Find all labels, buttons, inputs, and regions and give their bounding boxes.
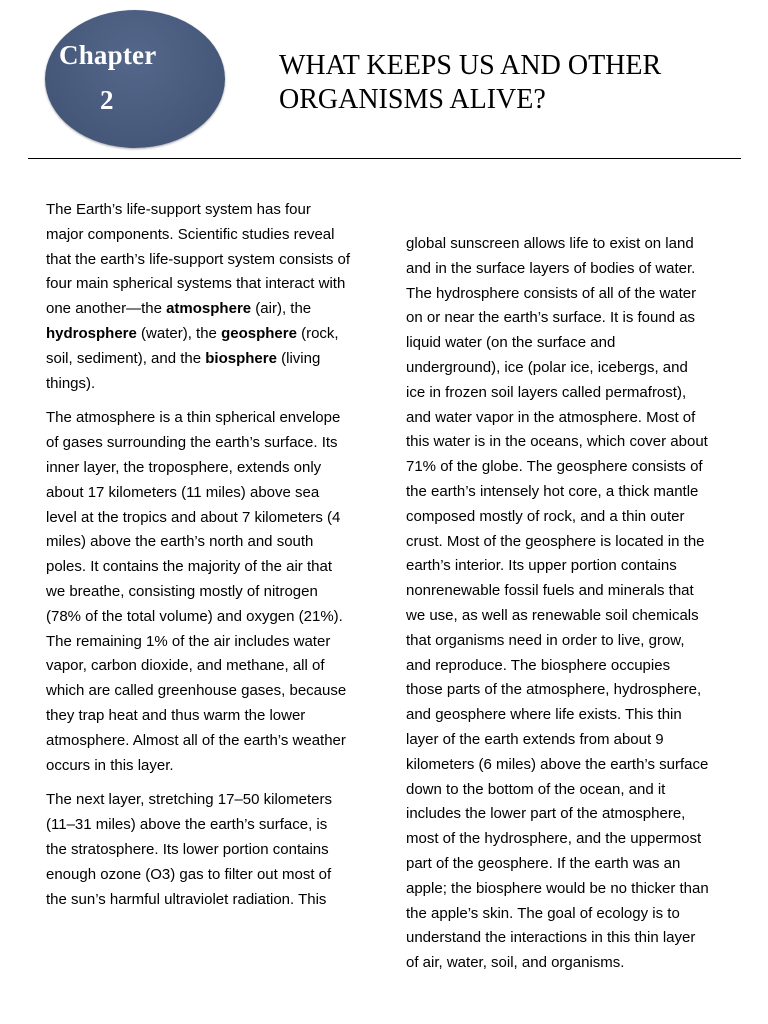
text-line: crust. Most of the geosphere is located in the <box>406 532 705 550</box>
text-line: on or near the earth’s surface. It is found as <box>406 309 696 327</box>
text-line: nonrenewable fossil fuels and minerals that <box>406 582 694 600</box>
text-line: of air, water, soil, and organisms. <box>406 954 625 972</box>
text-line: the stratosphere. Its lower portion contains <box>46 840 329 858</box>
text-line: we breathe, consisting mostly of nitrogen <box>46 582 318 600</box>
text-line: 71% of the globe. The geosphere consists of <box>406 458 703 476</box>
text-line: and in the surface layers of bodies of water. <box>406 259 696 277</box>
text-line: miles) above the earth’s north and south <box>46 533 314 551</box>
text-run: (air), the <box>251 300 312 318</box>
text-run: (rock, <box>296 324 339 342</box>
text-line: The remaining 1% of the air includes water <box>46 632 331 650</box>
text-line: they trap heat and thus warm the lower <box>46 706 306 724</box>
text-line: The next layer, stretching 17–50 kilometers <box>46 791 332 809</box>
text-line <box>46 347 376 372</box>
text-line: includes the lower part of the atmosphere, <box>406 805 686 823</box>
right-column <box>406 232 738 986</box>
text-line: level at the tropics and about 7 kilometers (4 <box>46 508 341 526</box>
text-line: part of the geosphere. If the earth was an <box>406 854 681 872</box>
text-line: and water vapor in the atmosphere. Most of <box>406 408 696 426</box>
text-line: the earth’s intensely hot core, a thick mantle <box>406 482 699 500</box>
text-line: most of the hydrosphere, and the uppermost <box>406 830 702 848</box>
text-line: layer of the earth extends from about 9 <box>406 730 664 748</box>
text-line: inner layer, the troposphere, extends only <box>46 458 322 476</box>
text-line <box>46 322 376 347</box>
text-line: The atmosphere is a thin spherical envelope <box>46 409 341 427</box>
text-run: (water), the <box>136 324 222 342</box>
chapter-title-line: ORGANISMS ALIVE? <box>279 84 546 115</box>
text-line: the sun’s harmful ultraviolet radiation. This <box>46 890 327 908</box>
text-line: enough ozone (O3) gas to filter out most of <box>46 865 332 883</box>
text-line: The Earth’s life-support system has four <box>46 201 311 218</box>
text-line: that the earth’s life-support system consists of <box>46 250 351 268</box>
text-line: (11–31 miles) above the earth’s surface, is <box>46 816 328 834</box>
text-line: this water is in the oceans, which cover about <box>406 433 708 451</box>
text-run: one another—the <box>46 300 167 318</box>
text-line: the apple’s skin. The goal of ecology is to <box>406 904 680 922</box>
term-hydrosphere: hydrosphere <box>46 324 137 342</box>
text-line: understand the interactions in this thin layer <box>406 929 696 947</box>
chapter-title-line: WHAT KEEPS US AND OTHER <box>279 50 662 81</box>
text-line: global sunscreen allows life to exist on land <box>406 235 694 252</box>
paragraph-atmosphere <box>46 406 376 778</box>
text-line: those parts of the atmosphere, hydrosphere, <box>406 681 702 699</box>
paragraph-continued <box>406 232 738 976</box>
text-line: four main spherical systems that interact with <box>46 275 346 293</box>
chapter-number: 2 <box>100 85 114 115</box>
text-run: soil, sediment), and the <box>46 349 206 367</box>
text-line: occurs in this layer. <box>46 756 174 774</box>
text-line: liquid water (on the surface and <box>406 334 616 352</box>
text-line: down to the bottom of the ocean, and it <box>406 780 666 798</box>
text-line: vapor, carbon dioxide, and methane, all of <box>46 657 325 675</box>
text-line <box>46 297 376 322</box>
chapter-label: Chapter <box>59 40 157 70</box>
paragraph-stratosphere <box>46 788 376 912</box>
header-divider <box>28 158 741 159</box>
text-line: atmosphere. Almost all of the earth’s weather <box>46 731 346 749</box>
text-line: that organisms need in order to live, grow, <box>406 631 685 649</box>
text-line: and reproduce. The biosphere occupies <box>406 656 671 674</box>
text-line: composed mostly of rock, and a thin outer <box>406 507 685 525</box>
text-line: things). <box>46 374 96 392</box>
text-line: major components. Scientific studies reveal <box>46 225 335 243</box>
text-line: which are called greenhouse gases, because <box>46 682 347 700</box>
text-line: we use, as well as renewable soil chemicals <box>406 606 699 624</box>
chapter-title <box>279 49 729 117</box>
text-run: (living <box>276 349 321 367</box>
text-line: earth’s interior. Its upper portion contains <box>406 557 677 575</box>
paragraph-intro <box>46 198 376 396</box>
text-line: of gases surrounding the earth’s surface. Its <box>46 434 338 452</box>
text-line: (78% of the total volume) and oxygen (21%). <box>46 607 343 625</box>
text-line: poles. It contains the majority of the air that <box>46 558 332 576</box>
term-atmosphere: atmosphere <box>166 300 252 318</box>
chapter-badge <box>45 10 225 148</box>
term-biosphere: biosphere <box>205 349 277 367</box>
left-column <box>46 198 376 922</box>
text-line: and geosphere where life exists. This thin <box>406 706 682 724</box>
term-geosphere: geosphere <box>221 324 297 342</box>
text-line: underground), ice (polar ice, icebergs, and <box>406 358 688 376</box>
text-line: ice in frozen soil layers called permafrost), <box>406 383 687 401</box>
text-line: kilometers (6 miles) above the earth’s surface <box>406 755 709 773</box>
text-line: about 17 kilometers (11 miles) above sea <box>46 483 320 501</box>
text-line: apple; the biosphere would be no thicker than <box>406 879 709 897</box>
text-line: The hydrosphere consists of all of the water <box>406 284 697 302</box>
